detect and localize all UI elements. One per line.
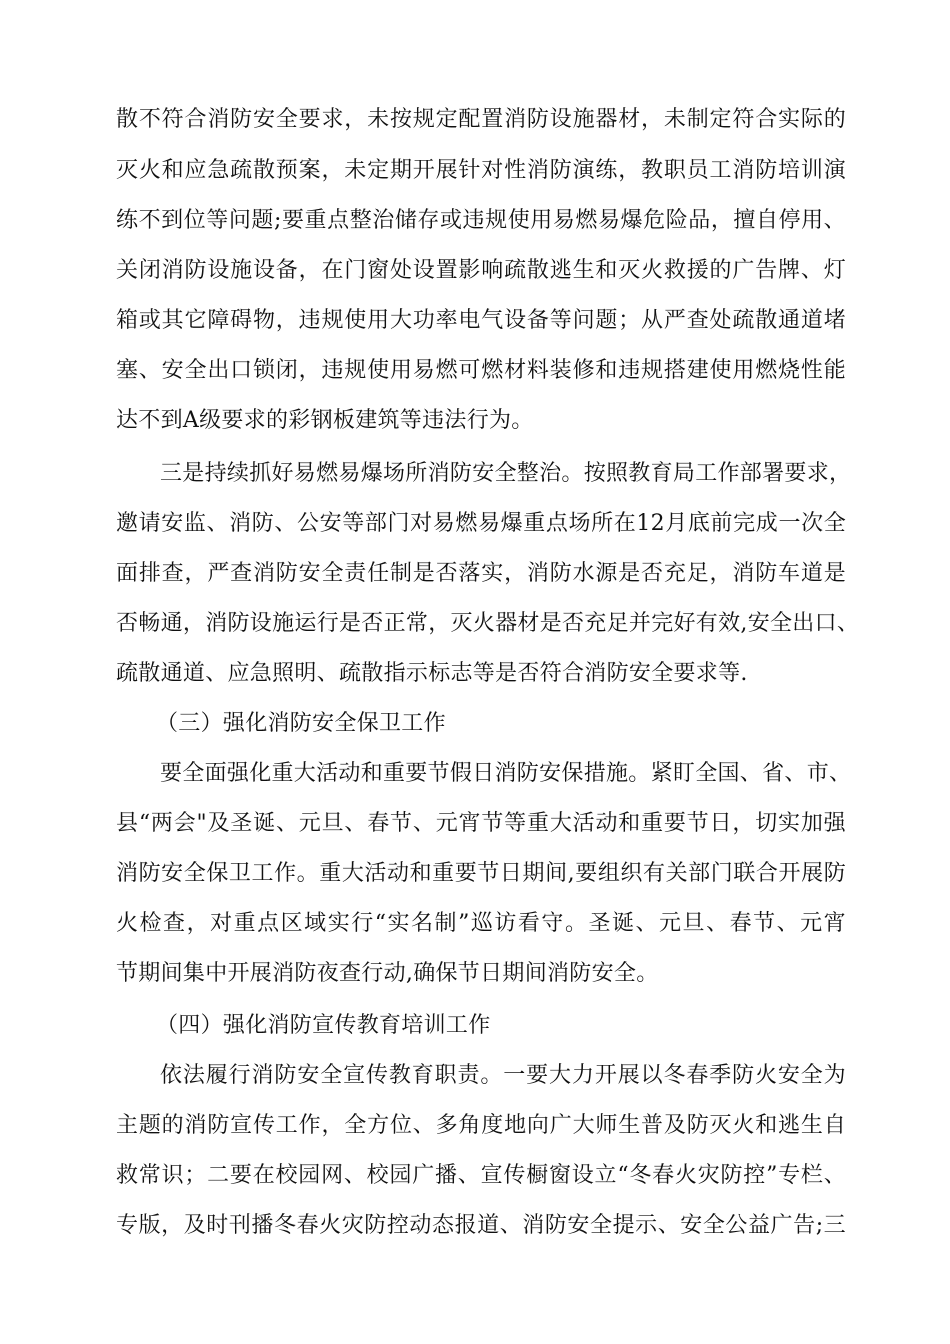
text-line: 要全面强化重大活动和重要节假日消防安保措施。紧盯全国、省、市、 [160,761,852,786]
text-line: 散不符合消防安全要求，未按规定配置消防设施器材，未制定符合实际的 [116,107,846,132]
text-line: 面排查，严查消防安全责任制是否落实，消防水源是否充足，消防车道是 [116,561,846,586]
text-line: 关闭消防设施设备，在门窗处设置影响疏散逃生和灭火救援的广告牌、灯 [116,258,846,283]
text-line: 节期间集中开展消防夜查行动,确保节日期间消防安全。 [116,961,659,986]
text-line: 依法履行消防安全宣传教育职责。一要大力开展以冬春季防火安全为 [160,1063,846,1088]
text-line: 练不到位等问题;要重点整治储存或违规使用易燃易爆危险品，擅自停用、 [116,208,846,233]
text-line: 三是持续抓好易燃易爆场所消防安全整治。按照教育局工作部署要求， [160,461,852,486]
text-line: 疏散通道、应急照明、疏散指示标志等是否符合消防安全要求等. [116,661,748,686]
text-line: 专版，及时刊播冬春火灾防控动态报道、消防安全提示、安全公益广告;三 [116,1213,846,1238]
section-heading: （三）强化消防安全保卫工作 [156,711,446,736]
text-line: 否畅通，消防设施运行是否正常，灭火器材是否充足并完好有效,安全出口、 [116,611,860,636]
text-line: 县“两会"及圣诞、元旦、春节、元宵节等重大活动和重要节日，切实加强 [116,811,846,836]
text-line: 火检查，对重点区域实行“实名制”巡访看守。圣诞、元旦、春节、元宵 [116,911,846,936]
text-line: 箱或其它障碍物，违规使用大功率电气设备等问题；从严查处疏散通道堵 [116,308,846,333]
text-line: 达不到A级要求的彩钢板建筑等违法行为。 [116,408,534,433]
text-line: 主题的消防宣传工作，全方位、多角度地向广大师生普及防灭火和逃生自 [116,1113,846,1138]
text-line: 邀请安监、消防、公安等部门对易燃易爆重点场所在12月底前完成一次全 [116,511,846,536]
text-line: 塞、安全出口锁闭，违规使用易燃可燃材料装修和违规搭建使用燃烧性能 [116,358,846,383]
section-heading: （四）强化消防宣传教育培训工作 [156,1013,491,1038]
text-line: 消防安全保卫工作。重大活动和重要节日期间,要组织有关部门联合开展防 [116,861,846,886]
text-line: 灭火和应急疏散预案，未定期开展针对性消防演练，教职员工消防培训演 [116,158,846,183]
text-line: 救常识；二要在校园网、校园广播、宣传橱窗设立“冬春火灾防控”专栏、 [116,1163,846,1188]
